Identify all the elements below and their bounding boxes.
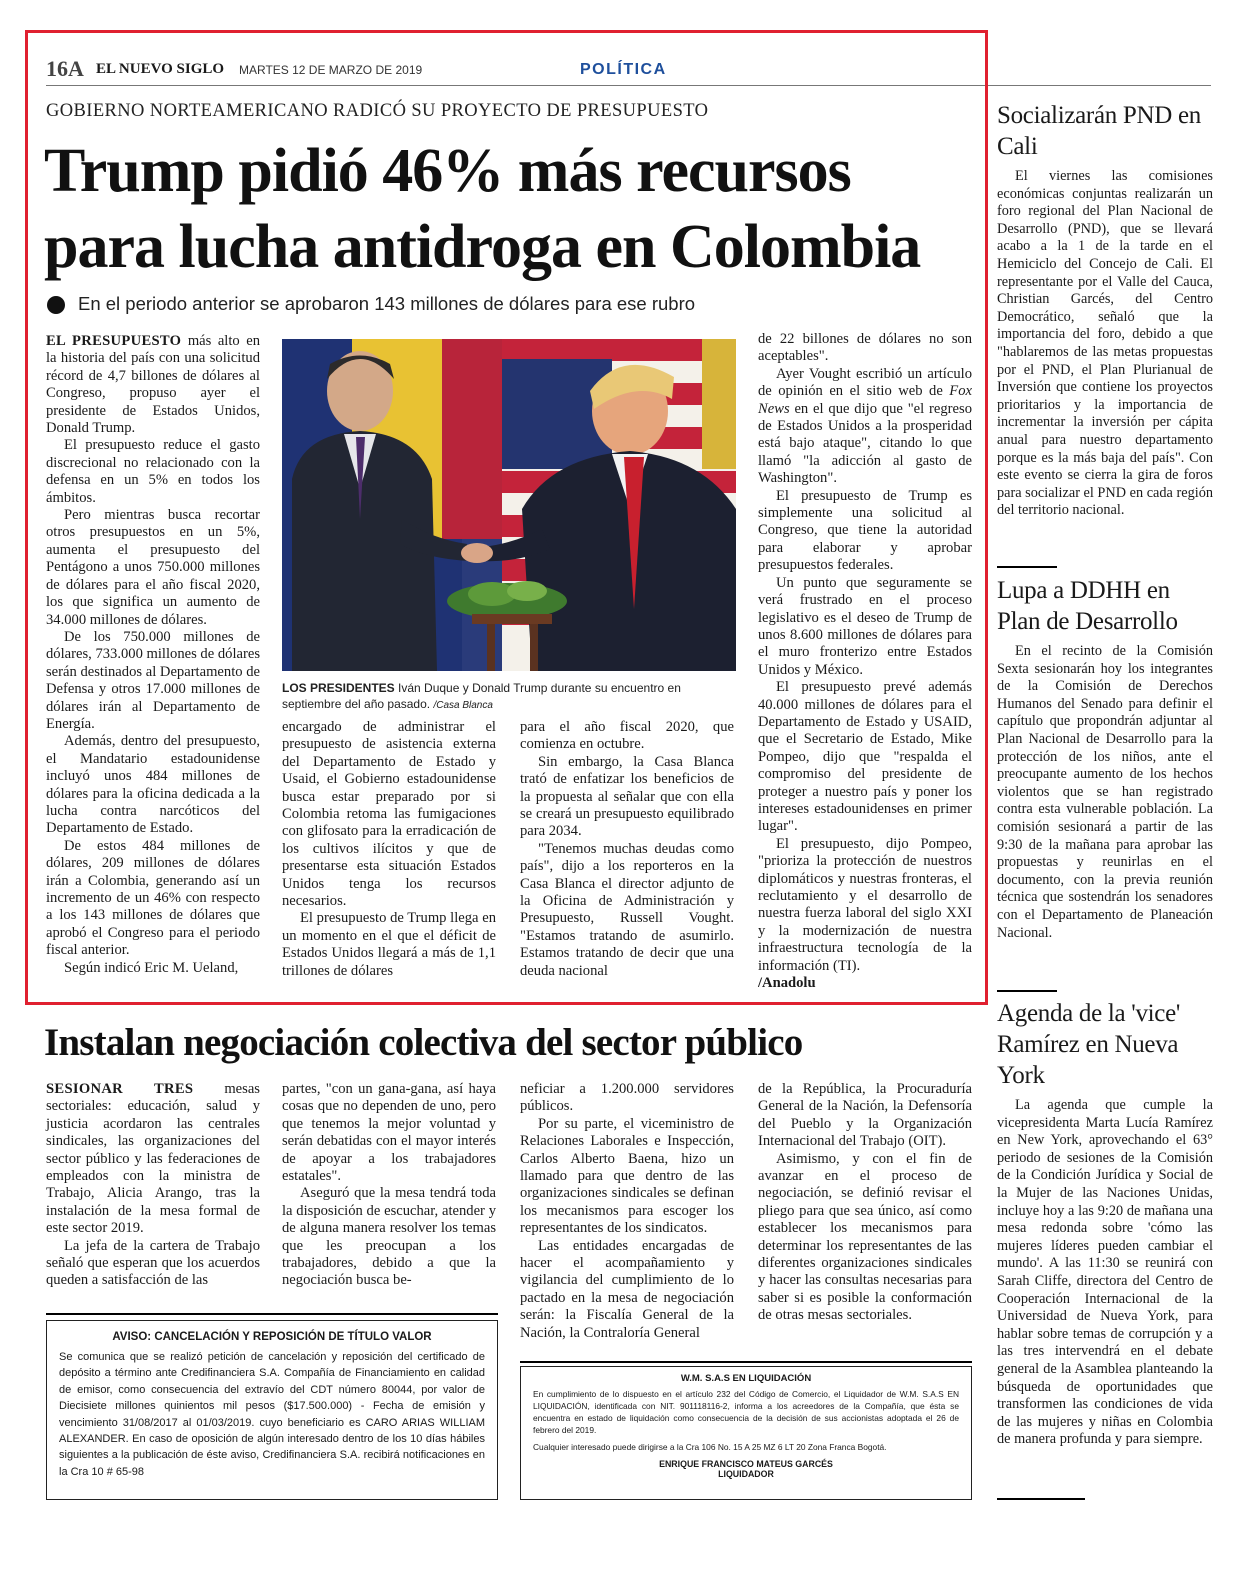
issue-date: MARTES 12 DE MARZO DE 2019 xyxy=(239,63,423,77)
paragraph: Según indicó Eric M. Ueland, xyxy=(64,959,239,976)
lead-in: EL PRESUPUESTO xyxy=(46,333,182,349)
headline-line-2: para lucha antidroga en Colombia xyxy=(44,213,921,281)
notice-body: Se comunica que se realizó petición de cancelación y reposición del certificado de depósito a término ante Credifinanciera S.A. Compañía de Financiamiento en calidad de emisor, como consecuencia del extravío del CDT número 80044, por valor de Diecisiete millones quinientos mil pesos ($17.500.000) - Fecha de emisión y vencimiento 31/08/2017 al 01/03/2019. cuyo beneficiario es CARO ARIAS WILLIAM ALEXANDER. En caso de oposición de algún interesado dentro de los 10 días hábiles siguientes a la publicación de éste aviso, Credifinanciera S.A. recibirá notificaciones en la Cra 10 # 65-98 xyxy=(59,1351,485,1478)
notice-body: En cumplimiento de lo dispuesto en el artículo 232 del Código de Comercio, el Liquidador de W.M. S.A.S EN LIQUIDACIÓN, identificada con NIT. 901118116-2, informa a los acreedores de la Compañía, que ésta se encuentra en estado de liquidación como consecuencia de la decisión de sus accionistas adoptada el 26 de febrero del 2019. xyxy=(533,1389,959,1435)
paragraph: mesas sectoriales: educación, salud y justicia acordaron las centrales sindicales, las organizaciones del sector público y las federaciones de empleados con la ministra de Trabajo, Alicia Arango, tras la instalación de la mesa formal de este sector 2019. xyxy=(46,1081,260,1237)
lead-col-4 xyxy=(758,331,972,992)
second-col-4 xyxy=(758,1081,972,1325)
sidebar-rule xyxy=(997,1498,1085,1500)
paragraph: El presupuesto, dijo Pompeo, "prioriza la protección de nuestros diplomáticos y nuestras fronteras, el reclutamiento y el desarrollo de nuestra fuerza laboral del siglo XXI y la modernización de nuestra infraestructura tecnología de la información (TI). xyxy=(758,835,972,974)
lead-col-1 xyxy=(46,333,260,977)
second-col-2 xyxy=(282,1081,496,1290)
paragraph: de la República, la Procuraduría General de la Nación, la Defensoría del Pueblo y la Organización Internacional del Trabajo (OIT). xyxy=(758,1081,972,1150)
photo-caption xyxy=(282,680,736,714)
sidebar-body: En el recinto de la Comisión Sexta sesionarán hoy los integrantes de la Comisión de Derechos Humanos del Senado para definir el capítulo que propondrán adjuntar al Plan Nacional de Desarrollo para la protección de los niños, ante el preocupante aumento de los hechos violentos que se han registrado contra esta vulnerable población. La comisión sesionará a partir de las 9:30 de la mañana para aprobar las propuestas y reunirlas en el documento, con la previa reunión técnica que sostendrán los senadores con el Departamento de Planeación Nacional. xyxy=(997,643,1213,941)
paragraph: partes, "con un gana-gana, así haya cosas que no dependen de uno, pero que tenemos la mejor voluntad y serán debatidas con el mayor interés de apoyar a los trabajadores estatales". xyxy=(282,1081,496,1185)
notice-liquidation xyxy=(520,1366,972,1500)
paragraph: Las entidades encargadas de hacer el acompañamiento y vigilancia del cumplimiento de lo pactado en la mesa de negociación serán: la Fiscalía General de la Nación, la Contraloría General xyxy=(520,1237,734,1341)
paragraph: Ayer Vought escribió un artículo de opinión en el sitio web de Fox News en el que dijo que "el regreso de Estados Unidos a la prosperidad está bajo ataque", citando lo que llamó "la adicción al gasto de Washington". xyxy=(758,365,972,487)
second-col-1 xyxy=(46,1081,260,1290)
sidebar-body: La agenda que cumple la vicepresidenta Marta Lucía Ramírez en New York, aprovechando el 63° periodo de sesiones de la Comisión de la Condición Jurídica y Social de la Mujer de las Naciones Unidas, incluye hoy a las 9:20 de mañana una mesa redonda sobre 'cómo las mujeres líderes pueden cambiar el mundo'. A las 11:30 se reunirá con Sarah Cliffe, directora del Centro de Cooperación Internacional de la Universidad de Nueva York, para hablar sobre temas de corrupción y a las tres intervendrá en el debate general de la Asamblea planteando la búsqueda de oportunidades que transformen las condiciones de vida de las mujeres y niñas en Colombia de manera profunda y para siempre. xyxy=(997,1097,1213,1448)
paragraph: encargado de administrar el presupuesto de asistencia externa del Departamento de Estado y Usaid, el Gobierno estadounidense busca estar preparado por si Colombia retoma las fumigaciones con glifosato para la erradicación de los cultivos ilícitos y que de presentarse esta situación Estados Unidos tenga los recursos necesarios. xyxy=(282,719,496,910)
paragraph: más alto en la historia del país con una solicitud récord de 4,7 billones de dólares al Congreso, propuso ayer el presidente de Estados Unidos, Donald Trump. xyxy=(46,333,260,437)
sidebar-body: El viernes las comisiones económicas conjuntas realizarán un foro regional del Plan Nacional de Desarrollo (PND), que se llevará acabo a la 1 de la tarde en el Hemiciclo del Concejo de Cali. El representante por el Valle del Cauca, Christian Garcés, del Centro Democrático, señaló que la importancia del foro, debido a que "hablaremos de las metas propuestas por el PND, el Plan Plurianual de Inversión que contiene los proyectos prioritarios y la importancia de incrementar la inversión per cápita anual para nuestro departamento porque es la más baja del país". Con este evento se cierra la gira de foros para socializar el PND en cada región del territorio nacional. xyxy=(997,168,1213,519)
sidebar-rule xyxy=(997,566,1057,568)
paragraph: neficiar a 1.200.000 servidores públicos. xyxy=(520,1081,734,1115)
sidebar-item-pnd-cali xyxy=(997,100,1213,520)
second-col-3 xyxy=(520,1081,734,1342)
kicker: GOBIERNO NORTEAMERICANO RADICÓ SU PROYECTO DE PRESUPUESTO xyxy=(46,101,709,121)
paragraph: para el año fiscal 2020, que comienza en octubre. xyxy=(520,719,734,753)
paragraph: Aseguró que la mesa tendrá toda la disposición de escuchar, atender y de alguna manera resolver los temas que les preocupan a los trabajadores, debido a que la negociación busca be- xyxy=(282,1185,496,1289)
paragraph: Un punto que seguramente se verá frustrado en el proceso legislativo es el deseo de Trump de unos 8.600 millones de dólares para el muro fronterizo entre Estados Unidos y México. xyxy=(758,574,972,678)
page-number: 16A xyxy=(46,56,84,81)
headline xyxy=(44,133,979,285)
deck: En el periodo anterior se aprobaron 143 millones de dólares para ese rubro xyxy=(78,293,696,314)
news-photo xyxy=(282,339,736,671)
photo-credit: /Casa Blanca xyxy=(433,700,493,711)
paragraph: El presupuesto prevé además 40.000 millones de dólares para el Departamento de Estado y USAID, que el Secretario de Estado, Mike Pompeo, dijo que "respalda el compromiso del presidente de proteger a nuestro país y poner los intereses estadounidenses en primer lugar". xyxy=(758,679,972,835)
lead-col-2 xyxy=(282,719,496,980)
sidebar-title: Agenda de la 'vice' Ramírez en Nueva York xyxy=(997,1000,1181,1089)
paragraph: De estos 484 millones de dólares, 209 millones de dólares irán a Colombia, generando así un incremento de un 46% con respecto a los 143 millones de dólares que aprobó el Congreso para el periodo fiscal anterior. xyxy=(46,837,260,959)
lead-col-3 xyxy=(520,719,734,980)
headline-line-1: Trump pidió 46% más recursos xyxy=(44,137,851,205)
notice-role: LIQUIDADOR xyxy=(718,1469,774,1479)
paragraph: El presupuesto reduce el gasto discrecional no relacionado con la defensa en un 5% en todos los ámbitos. xyxy=(46,437,260,506)
sidebar-title: Lupa a DDHH en Plan de Desarrollo xyxy=(997,577,1178,635)
sidebar-rule xyxy=(997,990,1057,992)
notice-title: AVISO: CANCELACIÓN Y REPOSICIÓN DE TÍTULO VALOR xyxy=(112,1331,432,1343)
section-name: POLÍTICA xyxy=(580,61,667,78)
sidebar-item-ddhh xyxy=(997,575,1213,942)
paragraph: Además, dentro del presupuesto, el Mandatario estadounidense incluyó unos 484 millones de dólares para la oficina dedicada a la lucha contra narcóticos del Departamento de Estado. xyxy=(46,733,260,837)
notice-rule-left xyxy=(46,1313,498,1315)
paragraph: "Tenemos muchas deudas como país", dijo a los reporteros en la Casa Blanca el director adjunto de la Oficina de Administración y Presupuesto, Russell Vought. "Estamos tratando de asumirlo. Estamos tratando de decir que una deuda nacional xyxy=(520,840,734,979)
paragraph: Asimismo, y con el fin de avanzar en el proceso de negociación, se definió revisar el pliego para que sea único, así como establecer los mecanismos para determinar los representantes de las diferentes organizaciones sindicales y hacer las consultas necesarias para saber si es posible la conformación de otras mesas sectoriales. xyxy=(758,1150,972,1324)
notice-signer: ENRIQUE FRANCISCO MATEUS GARCÉS xyxy=(659,1459,833,1469)
paragraph: Sin embargo, la Casa Blanca trató de enfatizar los beneficios de la propuesta al señalar que con ella se creará un presupuesto equilibrado para 2034. xyxy=(520,753,734,840)
paragraph: de 22 billones de dólares no son aceptables". xyxy=(758,331,972,365)
fox-news: Fox News xyxy=(758,383,972,417)
paragraph: Por su parte, el viceministro de Relaciones Laborales e Inspección, Carlos Alberto Baena, hizo un llamado para que dentro de las organizaciones sindicales se definan los mecanismos para escoger los representantes de los sindicatos. xyxy=(520,1115,734,1237)
caption-text: Iván Duque y Donald Trump durante su encuentro en septiembre del año pasado. xyxy=(282,681,681,711)
sidebar-title: Socializarán PND en Cali xyxy=(997,102,1201,160)
notice-cdt xyxy=(46,1320,498,1500)
lead-in: SESIONAR TRES xyxy=(46,1081,194,1097)
handshake xyxy=(461,543,493,563)
paragraph: La jefa de la cartera de Trabajo señaló que esperan que los acuerdos queden a satisfacción de las xyxy=(46,1237,260,1289)
caption-lead: LOS PRESIDENTES xyxy=(282,681,395,695)
signature: /Anadolu xyxy=(758,975,816,992)
notice-contact: Cualquier interesado puede dirigirse a la Cra 106 No. 15 A 25 MZ 6 LT 20 Zona Franca Bogotá. xyxy=(533,1442,887,1452)
second-headline: Instalan negociación colectiva del sector público xyxy=(44,1021,803,1064)
notice-title: W.M. S.A.S EN LIQUIDACIÓN xyxy=(680,1373,812,1384)
deck-bullet xyxy=(47,296,65,314)
paragraph: De los 750.000 millones de dólares, 733.000 millones de dólares serán destinados al Departamento de Defensa y otros 17.000 millones de dólares irán al Departamento de Energía. xyxy=(46,628,260,732)
photo-illustration xyxy=(282,339,736,671)
paragraph: El presupuesto de Trump llega en un momento en el que el déficit de Estados Unidos llegará a más de 1,1 trillones de dólares xyxy=(282,910,496,979)
paragraph: El presupuesto de Trump es simplemente una solicitud al Congreso, que tiene la autoridad para elaborar y aprobar presupuestos federales. xyxy=(758,487,972,574)
paper-name: EL NUEVO SIGLO xyxy=(96,61,225,77)
sidebar-item-agenda xyxy=(997,998,1213,1449)
paragraph: Pero mientras busca recortar otros presupuestos en un 5%, aumenta el presupuesto del Pentágono a unos 750.000 millones de dólares para el año fiscal 2020, los que significa un aumento de 34.000 millones de dólares. xyxy=(46,507,260,628)
notice-rule-right xyxy=(520,1361,972,1363)
